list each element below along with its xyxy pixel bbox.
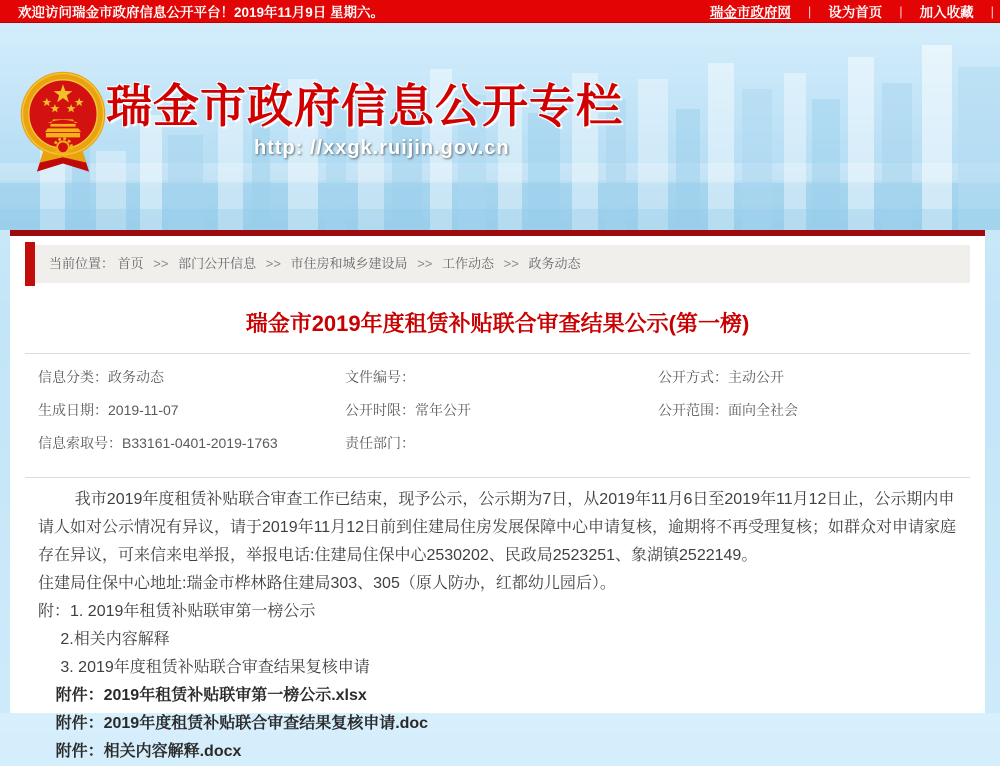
link-add-favorite[interactable]: 加入收藏 [919,5,974,20]
breadcrumb-gov-updates[interactable]: 政务动态 [528,256,581,271]
breadcrumb-home[interactable]: 首页 [117,256,144,271]
top-bar [0,0,1000,23]
body-paragraph: 我市2019年度租赁补贴联合审查工作已结束，现予公示，公示期为7日，从2019年11月6日至2019年11月12日止，公示期内申请人如对公示情况有异议，请于2019年11月12日前到住建局住房发展保障中心申请复核，逾期将不再受理复核；如群众对申请家庭存在异议，可来信来电举报，举报电话:住建局住保中心2530202、民政局2523251、象湖镇2522149。 [38,491,957,564]
article-meta-table [10,354,985,462]
separator: | [990,3,994,19]
attachment-link-xlsx[interactable]: 附件：2019年租赁补贴联审第一榜公示.xlsx [55,687,367,704]
breadcrumb-housing-bureau[interactable]: 市住房和城乡建设局 [290,256,408,271]
site-title: 瑞金市政府信息公开专栏 [106,80,623,132]
breadcrumb-prefix: 当前位置： [49,256,115,271]
meta-disclosure-period: 公开时限：常年公开 [345,402,471,418]
link-set-homepage[interactable]: 设为首页 [828,5,883,20]
breadcrumb-separator: >> [417,256,433,271]
site-banner [0,23,1000,230]
attachment-link-docx[interactable]: 附件：相关内容解释.docx [55,743,242,760]
meta-disclosure-scope: 公开范围：面向全社会 [658,402,798,418]
meta-responsible-dept: 责任部门： [345,435,415,451]
link-gov-site[interactable]: 瑞金市政府网 [709,5,791,20]
breadcrumb [25,245,970,283]
breadcrumb-work-updates[interactable]: 工作动态 [442,256,495,271]
attachment-link-doc[interactable]: 附件：2019年度租赁补贴联合审查结果复核申请.doc [55,715,429,732]
breadcrumb-separator: >> [503,256,519,271]
meta-created-date: 生成日期：2019-11-07 [38,402,179,418]
breadcrumb-dept-info[interactable]: 部门公开信息 [178,256,257,271]
content-panel [10,230,985,760]
welcome-text: 欢迎访问瑞金市政府信息公开平台！2019年11月9日 星期六。 [18,5,385,20]
meta-doc-number: 文件编号： [345,369,415,385]
top-bar-links [693,1,994,21]
body-paragraph-address: 住建局住保中心地址:瑞金市桦林路住建局303、305（原人防办，红都幼儿园后）。 [38,575,616,592]
appendix-item: 附：1. 2019年租赁补贴联审第一榜公示 [38,603,316,620]
meta-index-number: 信息索取号：B33161-0401-2019-1763 [38,435,278,451]
national-emblem-icon [18,57,108,189]
breadcrumb-marker [25,242,35,286]
breadcrumb-separator: >> [153,256,169,271]
appendix-item: 2.相关内容解释 [60,631,170,648]
meta-disclosure-method: 公开方式：主动公开 [658,369,784,385]
meta-empty-cell [658,427,970,460]
separator: | [899,3,903,19]
article-title: 瑞金市2019年度租赁补贴联合审查结果公示(第一榜) [245,311,750,336]
appendix-item: 3. 2019年度租赁补贴联合审查结果复核申请 [60,659,370,676]
meta-info-category: 信息分类：政务动态 [38,369,164,385]
article-body [10,478,985,766]
breadcrumb-separator: >> [265,256,281,271]
dark-red-divider [10,230,985,236]
site-url: http: //xxgk.ruijin.gov.cn [254,137,510,159]
separator: | [807,3,812,19]
